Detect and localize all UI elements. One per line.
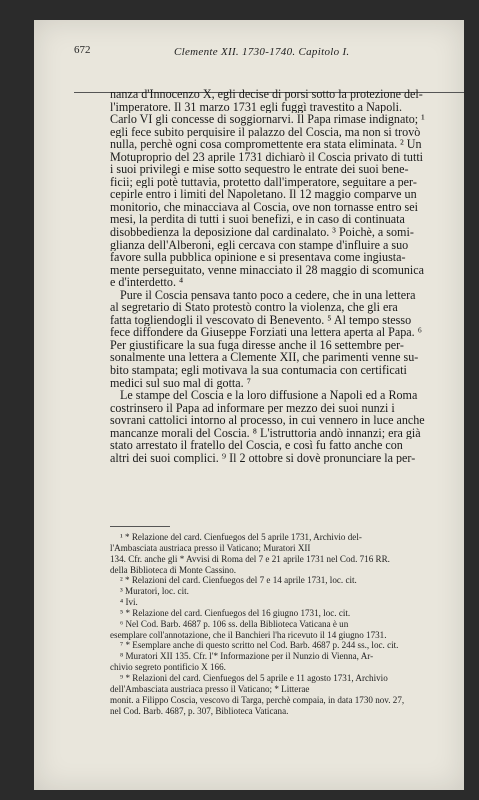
text-line: stato arrestato il fratello del Coscia, e così fu fatto anche con: [110, 439, 403, 452]
footnote-line: ⁵ * Relazione del card. Cienfuegos del 16 giugno 1731, loc. cit.: [120, 607, 351, 618]
text-line: fece diffondere da Giuseppe Forziati una lettera aperta al Papa. ⁶: [110, 326, 422, 339]
text-line: mesi, la perdita di tutti i suoi benefizi, e in caso di continuata: [110, 213, 405, 227]
footnote-line: ³ Muratori, loc. cit.: [120, 586, 189, 597]
text-line: e d'interdetto. ⁴: [110, 276, 184, 289]
text-line: mancanze morali del Coscia. ⁸ L'istruttoria andò innanzi; era già: [110, 426, 421, 440]
footnote-line: chivio segreto pontificio X 166.: [110, 662, 226, 673]
text-line: Le stampe del Coscia e la loro diffusione a Napoli ed a Roma: [120, 389, 418, 402]
text-line: mente perseguitato, venne minacciato il 28 maggio di scomunica: [110, 263, 425, 277]
footnote-line: esemplare coll'annotazione, che il Banchieri l'ha ricevuto il 14 giugno 1731.: [110, 629, 387, 640]
text-line: favore sulla pubblica opinione e si presentava come ingiusta-: [110, 251, 406, 264]
page-number: 672: [74, 44, 91, 56]
footnote-line: della Biblioteca di Monte Cassino.: [110, 564, 237, 575]
text-line: nulla, perchè ogni cosa compromettente era stata eliminata. ² Un: [110, 138, 422, 151]
text-line: ficii; egli potè tuttavia, protetto dall'imperatore, seguitare a per-: [110, 175, 417, 189]
text-line: cepirle entro i limiti del Napoletano. Il 12 maggio comparve un: [110, 188, 417, 201]
book-page: [34, 20, 464, 790]
footnotes: [110, 532, 464, 716]
text-line: nanza d'Innocenzo X, egli decise di porsi sotto la protezione del-: [110, 88, 423, 101]
main-text: [110, 88, 464, 464]
footnote-line: ¹ * Relazione del card. Cienfuegos del 5 aprile 1731, Archivio del-: [120, 532, 362, 542]
footnote-line: monit. a Filippo Coscia, vescovo di Targa, perchè compaia, in data 1730 nov. 27,: [110, 694, 405, 705]
footnote-line: l'Ambasciata austriaca presso il Vaticano; Muratori XII: [110, 542, 311, 553]
text-line: monitorio, che minacciava al Coscia, ove non tornasse entro sei: [110, 200, 418, 214]
text-line: sovrani cattolici intorno al processo, in cui vennero in luce anche: [110, 414, 425, 427]
footnote-line: ⁷ * Esemplare anche di questo scritto nel Cod. Barb. 4687 p. 244 ss., loc. cit.: [120, 640, 399, 651]
text-line: sonalmente una lettera a Clemente XII, che parimenti venne su-: [110, 351, 419, 365]
text-line: bito stampata; egli motivava la sua contumacia con certificati: [110, 364, 407, 377]
text-line: Pure il Coscia pensava tanto poco a cedere, che in una lettera: [120, 288, 416, 302]
footnote-line: ⁹ * Relazioni del card. Cienfuegos del 5 aprile e 11 agosto 1731, Archivio: [120, 672, 388, 683]
footnote-rule: [110, 526, 170, 527]
footnote-line: ⁸ Muratori XII 135. Cfr. l'* Informazione per il Nunzio di Vienna, Ar-: [120, 651, 374, 662]
running-title: Clemente XII. 1730-1740. Capitolo I.: [174, 46, 350, 58]
text-line: Carlo VI gli concesse di soggiornarvi. Il Papa rimase indignato; ¹: [110, 113, 425, 126]
text-line: Motuproprio del 23 aprile 1731 dichiarò il Coscia privato di tutti: [110, 150, 424, 164]
text-line: egli fece subito perquisire il palazzo del Coscia, ma non si trovò: [110, 125, 421, 139]
text-line: i suoi privilegi e mise sotto sequestro le entrate dei suoi bene-: [110, 163, 409, 176]
text-line: glianza dell'Alberoni, egli cercava con stampe d'influire a suo: [110, 238, 409, 252]
footnote-line: ² * Relazioni del card. Cienfuegos del 7 e 14 aprile 1731, loc. cit.: [120, 575, 357, 586]
text-line: disobbedienza la deposizione dal cardinalato. ³ Poichè, a somi-: [110, 226, 414, 239]
footnote-line: nel Cod. Barb. 4687, p. 307, Biblioteca Vaticana.: [110, 705, 289, 716]
footnote-line: ⁶ Nel Cod. Barb. 4687 p. 106 ss. della Biblioteca Vaticana è un: [120, 618, 349, 629]
footnote-line: ⁴ Ivi.: [120, 597, 138, 608]
text-line: Per giustificare la sua fuga diresse anche il 16 settembre per-: [110, 338, 404, 352]
footnote-line: dell'Ambasciata austriaca presso il Vaticano; * Litterae: [110, 683, 310, 694]
text-line: medici sul suo mal di gotta. ⁷: [110, 376, 251, 390]
text-line: altri dei suoi complici. ⁹ Il 2 ottobre si dovè pronunciare la per-: [110, 451, 416, 465]
text-line: fatta togliendogli il vescovato di Benevento. ⁵ Al tempo stesso: [110, 313, 412, 327]
text-line: al segretario di Stato protestò contro la violenza, che gli era: [110, 301, 398, 314]
text-line: costrinsero il Papa ad informare per mezzo dei suoi nunzi i: [110, 401, 395, 415]
footnote-line: 134. Cfr. anche gli * Avvisi di Roma del 7 e 21 aprile 1731 nel Cod. 716 RR.: [110, 553, 390, 564]
text-line: l'imperatore. Il 31 marzo 1731 egli fuggì travestito a Napoli.: [110, 100, 403, 114]
